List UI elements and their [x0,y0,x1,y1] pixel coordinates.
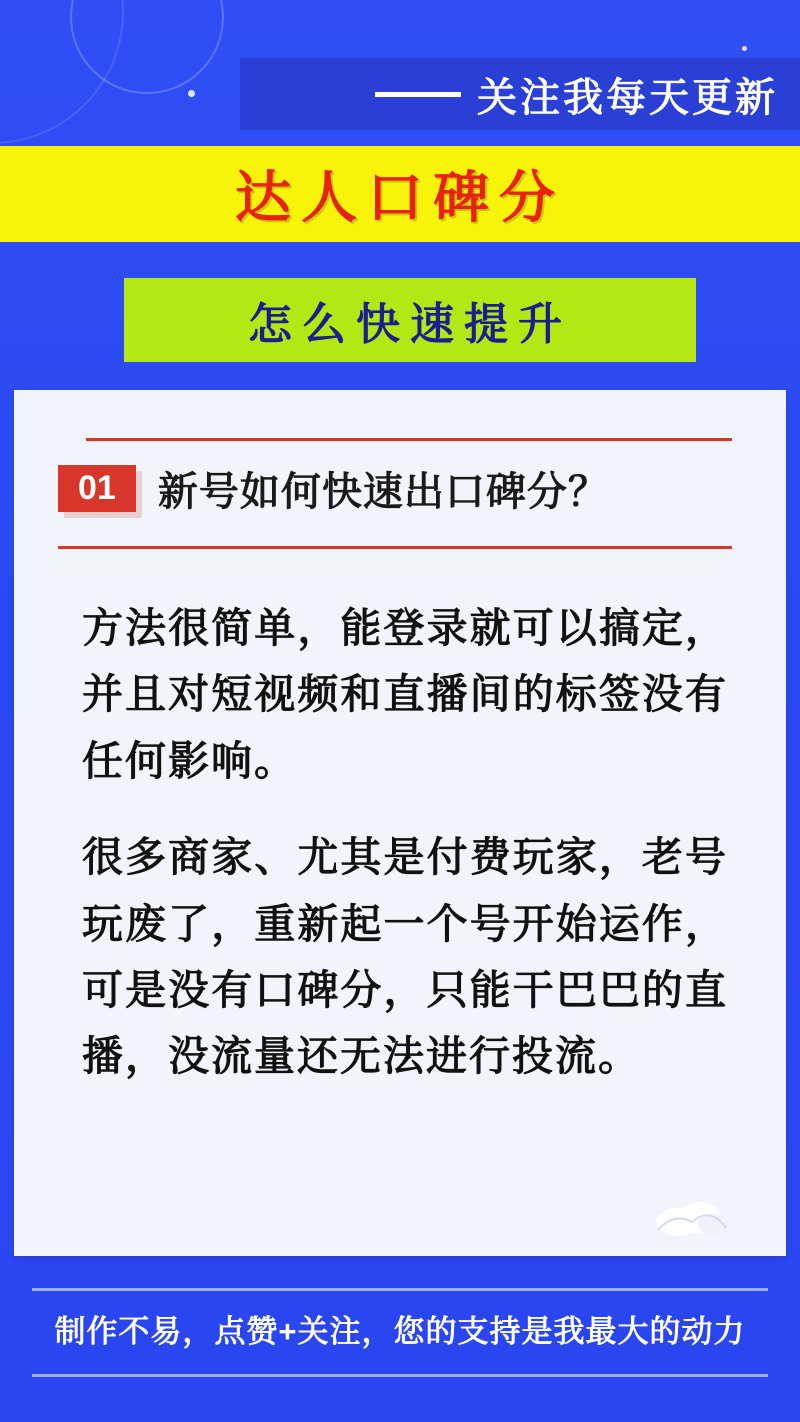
paragraph: 方法很简单，能登录就可以搞定，并且对短视频和直播间的标签没有任何影响。 [82,604,728,785]
content-card-inner [14,390,786,1090]
footer-text: 制作不易，点赞+关注，您的支持是我最大的动力 [54,1314,746,1349]
footer-divider-bottom [32,1374,768,1377]
top-banner-text: 关注我每天更新 [477,75,778,120]
decorative-arc-icon [70,0,224,94]
decorative-dot-icon [742,46,747,51]
question-title: 新号如何快速出口碑分？ [157,470,609,514]
footer-divider-top [32,1288,768,1291]
footer [0,1306,800,1351]
decorative-arc-icon [0,0,124,144]
page-subtitle: 怎么快速提升 [248,299,572,350]
dash-icon [375,92,461,97]
divider-top [86,438,732,441]
question-number-badge: 01 [58,465,136,512]
title-bar [0,146,800,242]
body-text [58,595,742,1090]
question-header-row [58,438,742,531]
divider-bottom [58,546,732,549]
subtitle-band [124,278,696,362]
top-banner [240,58,800,130]
question-header [58,438,742,549]
cloud-icon [648,1192,734,1238]
content-card [14,390,786,1256]
page-title: 达人口碑分 [235,166,565,229]
decorative-dot-icon [188,90,195,97]
paragraph: 很多商家、尤其是付费玩家，老号玩废了，重新起一个号开始运作，可是没有口碑分，只能干巴巴的直播，没流量还无法进行投流。 [82,833,728,1081]
